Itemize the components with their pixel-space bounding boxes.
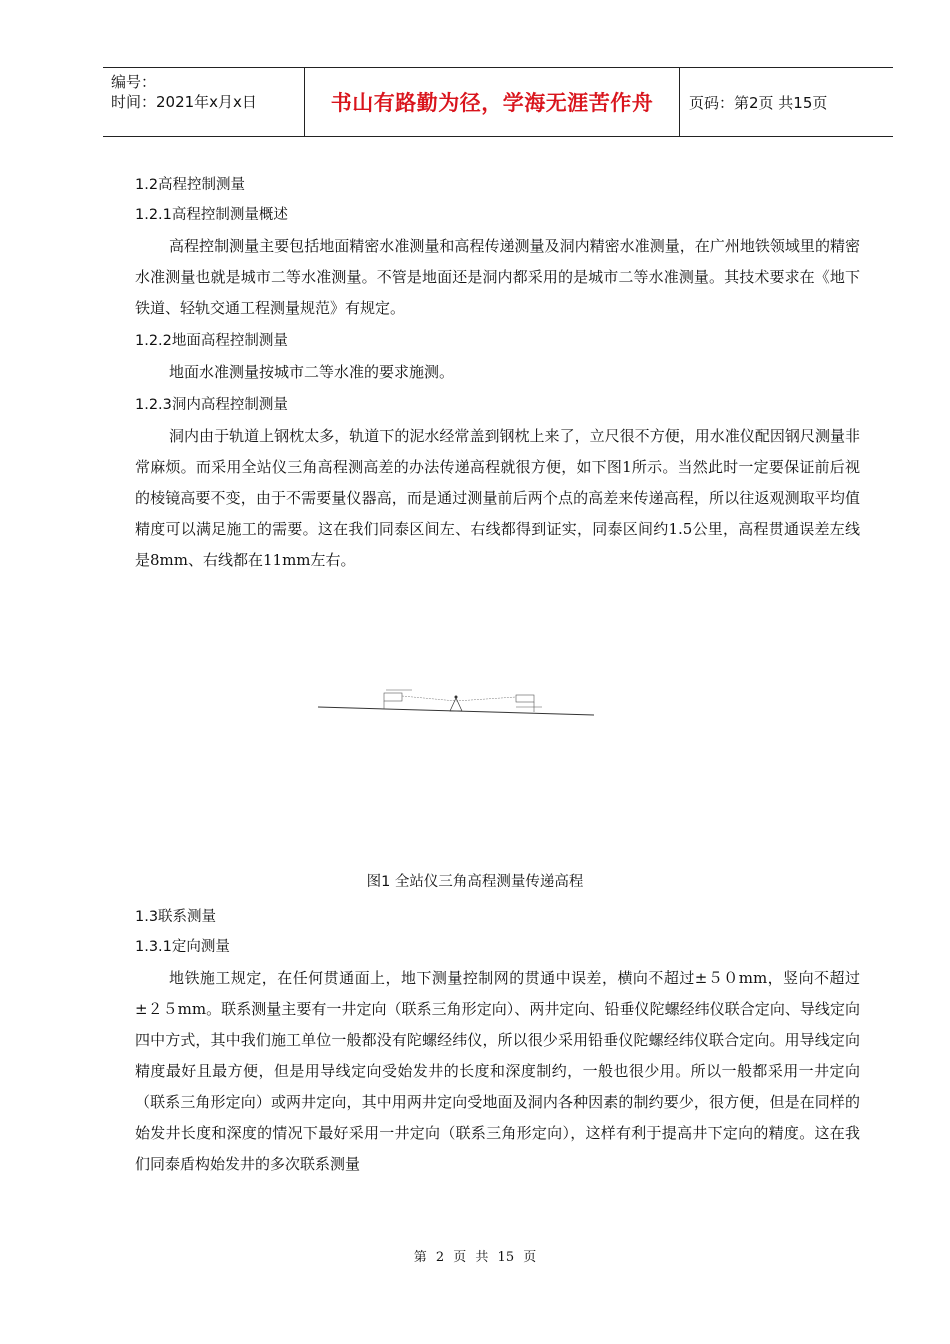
fore-sight-line (456, 697, 516, 701)
survey-diagram-svg (316, 685, 596, 721)
heading-1-3: 1.3联系测量 (135, 909, 217, 925)
heading-1-2-2: 1.2.2地面高程控制测量 (135, 333, 288, 349)
page-header (103, 67, 893, 137)
paragraph-tunnel: 洞内由于轨道上钢枕太多，轨道下的泥水经常盖到钢枕上来了，立尺很不方便，用水准仪配因钢尺测量非常麻烦。而采用全站仪三角高程测高差的办法传递高程就很方便，如下图1所示。当然此时一定要保证前后视的棱镜高要不变，由于不需要量仪器高，而是通过测量前后两个点的高差来传递高程，所以往返观测取平均值精度可以满足施工的需要。这在我们同泰区间左、右线都得到证实，同泰区间约1.5公里，高程贯通误差左线是8mm、右线都在11mm左右。 (135, 427, 860, 569)
figure-caption: 图1 全站仪三角高程测量传递高程 (366, 874, 584, 890)
page-footer: 第 2 页 共 15 页 (413, 1250, 537, 1265)
time-label: 时间：2021年x月x日 (111, 93, 257, 111)
back-sight-line (402, 696, 456, 701)
left-prism-box (384, 693, 402, 701)
paragraph-overview: 高程控制测量主要包括地面精密水准测量和高程传递测量及洞内精密水准测量，在广州地铁领域里的精密水准测量也就是城市二等水准测量。不管是地面还是洞内都采用的是城市二等水准测量。其技术要求在《地下铁道、轻轨交通工程测量规范》有规定。 (135, 237, 860, 317)
header-page-label: 页码：第2页 共15页 (689, 93, 828, 112)
header-motto: 书山有路勤为径，学海无涯苦作舟 (304, 68, 680, 136)
right-prism-box (516, 695, 534, 702)
heading-1-2-3: 1.2.3洞内高程控制测量 (135, 397, 288, 413)
paragraph-orientation: 地铁施工规定，在任何贯通面上，地下测量控制网的贯通中误差，横向不超过±５０mm，竖向不超过±２５mm。联系测量主要有一井定向（联系三角形定向）、两井定向、铅垂仪陀螺经纬仪联合定向、导线定向四中方式，其中我们施工单位一般都没有陀螺经纬仪，所以很少采用铅垂仪陀螺经纬仪联合定向。用导线定向精度最好且最方便，但是用导线定向受始发井的长度和深度制约，一般也很少用。所以一般都采用一井定向（联系三角形定向）或两井定向，其中用两井定向受地面及洞内各种因素的制约要少，很方便，但是在同样的始发井长度和深度的情况下最好采用一井定向（联系三角形定向），这样有利于提高井下定向的精度。这在我们同泰盾构始发井的多次联系测量 (135, 969, 860, 1173)
heading-1-2: 1.2高程控制测量 (135, 177, 246, 193)
content-top (135, 168, 860, 576)
total-station-head (455, 696, 458, 699)
content-bottom (135, 900, 860, 1180)
number-label: 编号： (111, 73, 157, 91)
heading-1-2-1: 1.2.1高程控制测量概述 (135, 207, 288, 223)
header-left (103, 68, 304, 136)
total-station-tripod (450, 698, 462, 711)
figure-1-diagram (316, 685, 596, 721)
heading-1-3-1: 1.3.1定向测量 (135, 939, 230, 955)
paragraph-ground: 地面水准测量按城市二等水准的要求施测。 (169, 363, 455, 381)
